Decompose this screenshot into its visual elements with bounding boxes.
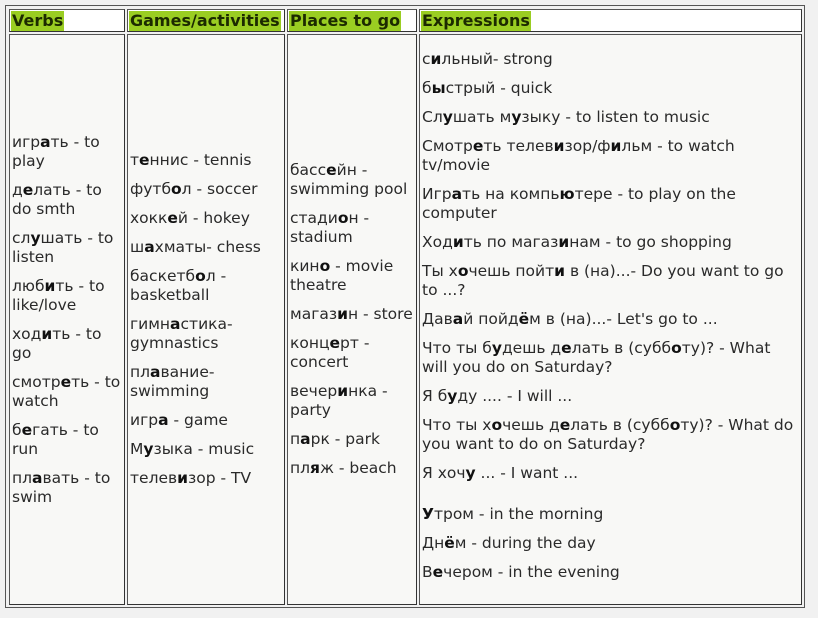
header-places-to-go: Places to go xyxy=(290,10,401,30)
word-part: лать в (субб xyxy=(571,338,672,357)
word-part: нам - to go shopping xyxy=(569,232,732,251)
verb-entry xyxy=(12,277,122,315)
word-part: футб xyxy=(130,180,172,198)
word-part: стади xyxy=(290,209,338,227)
expression-entry xyxy=(422,185,799,223)
stressed-vowel: и xyxy=(553,136,565,155)
word-part: ть телев xyxy=(483,136,554,155)
expression-entry xyxy=(422,79,799,98)
word-part: с xyxy=(422,49,431,68)
expression-entry xyxy=(422,262,799,300)
expression-entry xyxy=(422,137,799,175)
word-part: - game xyxy=(168,411,228,429)
word-part: зор - TV xyxy=(188,469,252,487)
word-part: хматы- chess xyxy=(154,238,261,256)
expression-entry xyxy=(422,50,799,69)
word-part: ть на компь xyxy=(462,184,560,203)
stressed-vowel: е xyxy=(139,151,150,169)
word-part: Дн xyxy=(422,533,445,552)
word-part: ть по магаз xyxy=(463,232,559,251)
expressions-list xyxy=(422,48,799,582)
stressed-vowel: у xyxy=(143,440,154,458)
stressed-vowel: е xyxy=(432,562,444,581)
stressed-vowel: е xyxy=(21,420,33,439)
verbs-column xyxy=(9,34,125,605)
stressed-vowel: и xyxy=(177,469,189,487)
stressed-vowel: е xyxy=(329,334,341,352)
game-entry xyxy=(130,411,282,430)
word-part: ду .... - I will ... xyxy=(457,386,573,405)
stressed-vowel: о xyxy=(669,415,681,434)
word-part: сл xyxy=(12,228,31,247)
word-part: гать - to run xyxy=(12,420,99,458)
word-part: м в (на)...- Let's go to ... xyxy=(529,309,718,328)
verb-entry xyxy=(12,373,122,411)
stressed-vowel: и xyxy=(337,382,349,400)
word-part: игр xyxy=(130,411,159,429)
word-part: вечер xyxy=(290,382,338,400)
word-part: кин xyxy=(290,257,320,275)
stressed-vowel: а xyxy=(300,430,311,448)
word-part: смотр xyxy=(12,372,61,391)
word-part: стика- gymnastics xyxy=(130,315,233,352)
place-entry xyxy=(290,334,414,372)
game-entry xyxy=(130,469,282,488)
place-entry xyxy=(290,257,414,295)
expression-entry xyxy=(422,464,799,483)
stressed-vowel: я xyxy=(310,459,320,477)
places-column xyxy=(287,34,417,605)
stressed-vowel: и xyxy=(41,324,53,343)
expression-entry xyxy=(422,534,799,553)
verb-entry xyxy=(12,133,122,171)
games-column xyxy=(127,34,285,605)
word-part: ж - beach xyxy=(320,459,397,477)
word-part: гимн xyxy=(130,315,171,333)
word-part: д xyxy=(12,180,23,199)
game-entry xyxy=(130,440,282,459)
stressed-vowel: ю xyxy=(559,184,575,203)
expression-entry xyxy=(422,339,799,377)
word-part: чешь пойт xyxy=(468,261,555,280)
stressed-vowel: у xyxy=(442,107,453,126)
stressed-vowel: е xyxy=(561,338,572,357)
stressed-vowel: и xyxy=(554,261,566,280)
header-expressions: Expressions xyxy=(422,10,530,30)
header-verbs: Verbs xyxy=(12,10,64,30)
word-part: лать - to do smth xyxy=(12,180,102,218)
stressed-vowel: о xyxy=(491,415,503,434)
word-part: тром - in the morning xyxy=(433,504,604,523)
word-part: люб xyxy=(12,276,45,295)
word-part: ш xyxy=(130,238,145,256)
word-part: ... - I want ... xyxy=(475,463,579,482)
stressed-vowel: У xyxy=(422,504,434,523)
verb-entry xyxy=(12,421,122,459)
stressed-vowel: у xyxy=(30,228,41,247)
word-part: басс xyxy=(290,161,327,179)
place-entry xyxy=(290,161,414,199)
verb-entry xyxy=(12,181,122,219)
place-entry xyxy=(290,459,414,478)
word-part: - movie theatre xyxy=(290,257,394,294)
place-entry xyxy=(290,382,414,420)
place-entry xyxy=(290,430,414,449)
stressed-vowel: а xyxy=(40,132,51,151)
word-part: Сл xyxy=(422,107,443,126)
stressed-vowel: о xyxy=(457,261,469,280)
word-part: льм - to watch tv/movie xyxy=(422,136,735,174)
spacer xyxy=(422,493,799,505)
stressed-vowel: а xyxy=(158,411,169,429)
word-part: ход xyxy=(12,324,42,343)
expression-entry xyxy=(422,387,799,406)
stressed-vowel: ё xyxy=(444,533,455,552)
word-part: н - store xyxy=(347,305,413,323)
word-part: Игр xyxy=(422,184,452,203)
game-entry xyxy=(130,315,282,353)
stressed-vowel: у xyxy=(465,463,476,482)
word-part: дешь д xyxy=(501,338,562,357)
word-part: Я хоч xyxy=(422,463,466,482)
word-part: Что ты б xyxy=(422,338,492,357)
stressed-vowel: а xyxy=(150,363,161,381)
word-part: лать в (субб xyxy=(570,415,670,434)
place-entry xyxy=(290,209,414,247)
game-entry xyxy=(130,209,282,228)
expressions-column xyxy=(419,34,802,605)
word-part: ту)? - What do you want to do on Saturday? xyxy=(422,415,794,453)
word-part: зыка - music xyxy=(153,440,255,458)
verb-entry xyxy=(12,325,122,363)
vocabulary-table-frame xyxy=(5,5,805,608)
stressed-vowel: ё xyxy=(518,309,530,328)
word-part: вать - to swim xyxy=(12,468,111,506)
stressed-vowel: и xyxy=(452,232,464,251)
word-part: в (на)...- Do you want to go to ...? xyxy=(422,261,784,299)
game-entry xyxy=(130,180,282,199)
stressed-vowel: а xyxy=(451,184,463,203)
stressed-vowel: а xyxy=(452,309,464,328)
word-part: льный- strong xyxy=(441,49,553,68)
word-part: баскетб xyxy=(130,267,196,285)
word-part: игр xyxy=(12,132,41,151)
word-part: б xyxy=(12,420,22,439)
stressed-vowel: а xyxy=(144,238,155,256)
header-cell-verbs xyxy=(9,9,125,32)
word-part: Я б xyxy=(422,386,448,405)
word-part: чером - in the evening xyxy=(443,562,620,581)
word-part: тере - to play on the computer xyxy=(422,184,736,222)
stressed-vowel: е xyxy=(167,209,178,227)
word-part: б xyxy=(422,78,432,97)
word-part: Дав xyxy=(422,309,453,328)
stressed-vowel: е xyxy=(326,161,337,179)
expression-entry xyxy=(422,505,799,524)
word-part: ть - to go xyxy=(12,324,102,362)
word-part: ннис - tennis xyxy=(149,151,252,169)
word-part: вание- swimming xyxy=(130,363,215,400)
expression-entry xyxy=(422,233,799,252)
stressed-vowel: у xyxy=(511,107,522,126)
word-part: м - during the day xyxy=(454,533,596,552)
word-part: Что ты х xyxy=(422,415,492,434)
stressed-vowel: о xyxy=(171,180,182,198)
stressed-vowel: о xyxy=(671,338,682,357)
word-part: пл xyxy=(12,468,33,487)
word-part: зыку - to listen to music xyxy=(521,107,710,126)
word-part: л - basketball xyxy=(130,267,227,304)
place-entry xyxy=(290,305,414,324)
word-part: п xyxy=(290,430,301,448)
word-part: шать м xyxy=(452,107,512,126)
stressed-vowel: и xyxy=(558,232,570,251)
word-part: магаз xyxy=(290,305,338,323)
header-cell-games xyxy=(127,9,285,32)
word-part: й - hokey xyxy=(177,209,250,227)
word-part: ть - to like/love xyxy=(12,276,105,314)
word-part: рк - park xyxy=(310,430,380,448)
game-entry xyxy=(130,238,282,257)
expression-entry xyxy=(422,310,799,329)
word-part: хокк xyxy=(130,209,168,227)
word-part: М xyxy=(130,440,144,458)
word-part: зор/ф xyxy=(564,136,611,155)
header-cell-places xyxy=(287,9,417,32)
stressed-vowel: у xyxy=(491,338,502,357)
stressed-vowel: е xyxy=(60,372,72,391)
game-entry xyxy=(130,267,282,305)
word-part: йн - swimming pool xyxy=(290,161,408,198)
stressed-vowel: о xyxy=(319,257,331,275)
verb-entry xyxy=(12,469,122,507)
word-part: телев xyxy=(130,469,178,487)
word-part: пл xyxy=(290,459,311,477)
word-part: ть - to watch xyxy=(12,372,121,410)
word-part: шать - to listen xyxy=(12,228,114,266)
stressed-vowel: и xyxy=(610,136,622,155)
word-part: й пойд xyxy=(463,309,519,328)
word-part: ту)? - What will you do on Saturday? xyxy=(422,338,771,376)
stressed-vowel: и xyxy=(430,49,442,68)
word-part: л - soccer xyxy=(181,180,258,198)
stressed-vowel: ы xyxy=(431,78,446,97)
stressed-vowel: а xyxy=(32,468,43,487)
word-part: пл xyxy=(130,363,151,381)
game-entry xyxy=(130,151,282,170)
word-part: н - stadium xyxy=(290,209,370,246)
stressed-vowel: е xyxy=(559,415,571,434)
word-part: стрый - quick xyxy=(445,78,553,97)
body-row xyxy=(9,34,802,605)
word-part: рт - concert xyxy=(290,334,370,371)
word-part: нка - party xyxy=(290,382,388,419)
word-part: Ты х xyxy=(422,261,458,280)
stressed-vowel: е xyxy=(472,136,484,155)
stressed-vowel: у xyxy=(447,386,458,405)
stressed-vowel: и xyxy=(337,305,348,323)
expression-entry xyxy=(422,416,799,454)
stressed-vowel: а xyxy=(170,315,181,333)
word-part: ть - to play xyxy=(12,132,100,170)
header-row xyxy=(9,9,802,32)
word-part: конц xyxy=(290,334,330,352)
verb-entry xyxy=(12,229,122,267)
stressed-vowel: о xyxy=(195,267,206,285)
word-part: Смотр xyxy=(422,136,473,155)
stressed-vowel: е xyxy=(22,180,34,199)
game-entry xyxy=(130,363,282,401)
word-part: В xyxy=(422,562,433,581)
word-part: т xyxy=(130,151,140,169)
expression-entry xyxy=(422,108,799,127)
expression-entry xyxy=(422,563,799,582)
stressed-vowel: о xyxy=(337,209,349,227)
word-part: Ход xyxy=(422,232,453,251)
header-games-activities: Games/activities xyxy=(130,10,280,30)
stressed-vowel: и xyxy=(44,276,56,295)
word-part: чешь д xyxy=(502,415,560,434)
header-cell-expressions xyxy=(419,9,802,32)
vocabulary-table xyxy=(7,7,804,607)
